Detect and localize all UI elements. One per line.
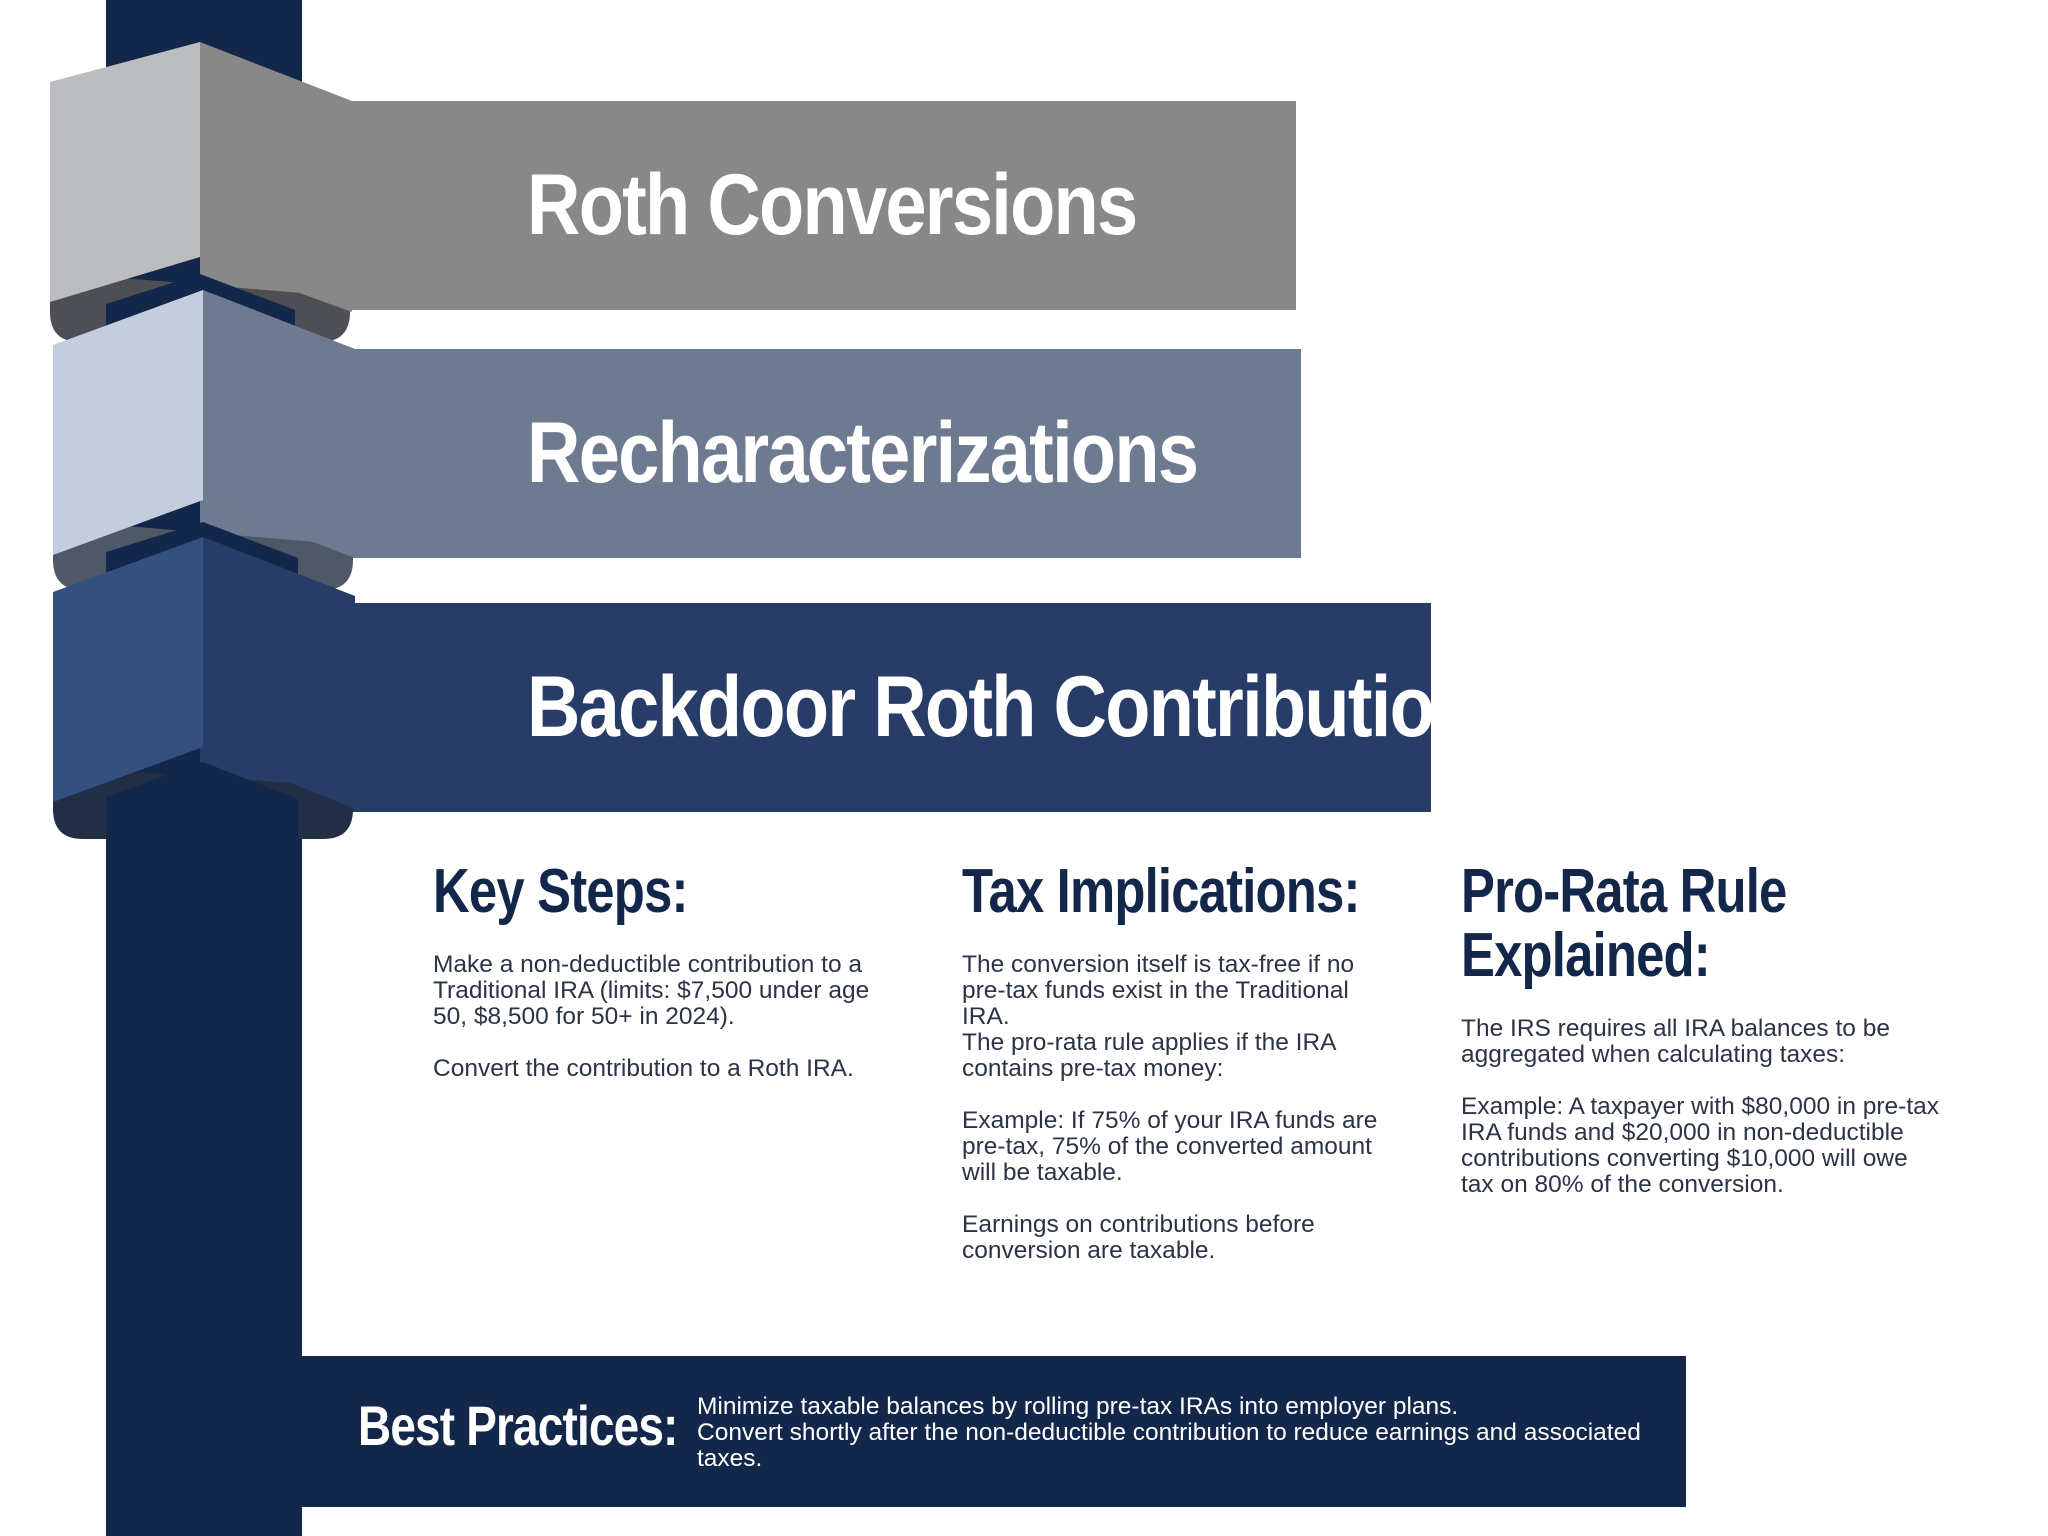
banner-backdoor-roth bbox=[200, 603, 1516, 812]
banner-title: Recharacterizations bbox=[527, 405, 1198, 501]
pro-rata-section bbox=[1461, 857, 1941, 1198]
key-steps-heading: Key Steps: bbox=[433, 857, 688, 926]
banner-fold-cap bbox=[53, 537, 355, 841]
tax-implications-section bbox=[962, 857, 1392, 1264]
key-steps-text: Make a non-deductible contribution to a Traditional IRA (limits: $7,500 under age 50, $8,500 for 50+ in 2024). Convert the contribution to a Roth IRA. bbox=[433, 951, 870, 1082]
tax-implications-heading: Tax Implications: bbox=[962, 857, 1360, 926]
tax-implications-text: The conversion itself is tax-free if no pre-tax funds exist in the Traditional IRA. The pro-rata rule applies if the IRA contains pre-tax money: Example: If 75% of your IRA funds are pre-tax, 75% of the converted amount will be taxable. Earnings on contributions before conversion are taxable. bbox=[962, 951, 1378, 1264]
pro-rata-heading-line2: Explained: bbox=[1461, 921, 1710, 990]
key-steps-section bbox=[433, 857, 903, 1082]
best-practices-text: Minimize taxable balances by rolling pre-tax IRAs into employer plans. Convert shortly after the non-deductible contribution to reduce earnings and associated taxes. bbox=[697, 1393, 1641, 1472]
banner-recharacterizations bbox=[200, 349, 1301, 558]
banner-roth-conversions bbox=[200, 101, 1296, 310]
banner-title: Backdoor Roth Contributions bbox=[527, 659, 1516, 755]
pro-rata-heading-line1: Pro-Rata Rule bbox=[1461, 857, 1787, 926]
best-practices-title: Best Practices: bbox=[358, 1394, 678, 1457]
pro-rata-text: The IRS requires all IRA balances to be aggregated when calculating taxes: Example: A taxpayer with $80,000 in pre-tax IRA funds and $20,000 in non-deductible contributions converting $10,000 will owe tax on 80% of the conversion. bbox=[1461, 1015, 1940, 1198]
best-practices-bar bbox=[302, 1356, 1686, 1507]
banner-title: Roth Conversions bbox=[527, 157, 1137, 253]
